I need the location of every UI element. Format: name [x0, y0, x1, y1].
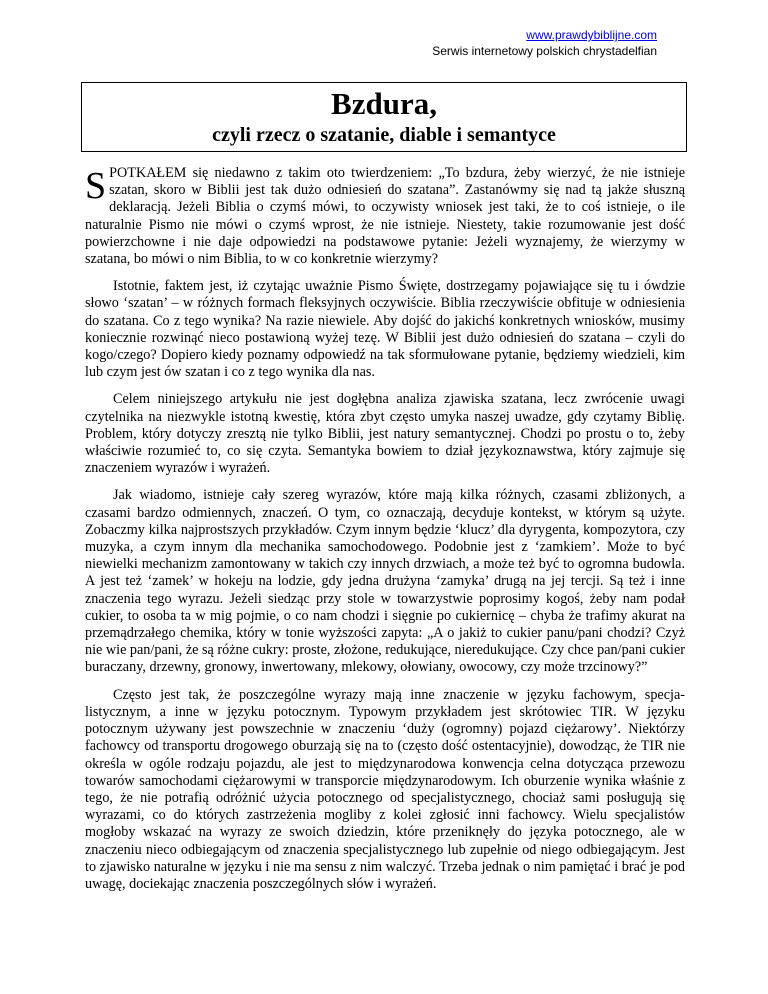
paragraph-3: Celem niniejszego artykułu nie jest dogłębna analiza zjawiska szatana, lecz zwrócenie uwagi czytelnika na niezwykle istotną kwestię, która zbyt często umyka naszej uwadze, gdy czytamy Biblię. Problem, który dotyczy zresztą nie tylko Biblii, jest natury semantycznej. Chodzi po prostu o to, żeby właściwie rozumieć to, co się czyta. Semantyka bowiem to dział językoznawstwa, który zajmuje się znaczeniem wyrazów i wyrażeń.	[85, 391, 685, 477]
site-tagline: Serwis internetowy polskich chrystadelfian	[432, 44, 657, 58]
paragraph-1	[85, 165, 685, 268]
article-subtitle: czyli rzecz o szatanie, diable i semantyce	[212, 124, 556, 146]
article-title: Bzdura,	[331, 86, 437, 121]
page-header	[432, 27, 657, 59]
paragraph-5: Często jest tak, że poszczególne wyrazy mają inne znaczenie w języku fachowym, specjalistycznym, a inne w języku potocznym. Typowym przykładem jest skrótowiec TIR. W języku potocznym używany jest powszechnie w znaczeniu ‘duży (ogromny) pojazd ciężarowy’. Niektórzy fachowcy od transportu drogowego oburzają się na to (często dość ostentacyjnie), dowodząc, że TIR nie określa w ogóle rodzaju pojazdu, ale jest to międzynarodowa konwencja celna dotycząca przewozu towarów samochodami ciężarowymi w transporcie międzynarodowym. Ich oburzenie wynika właśnie z tego, że nie potrafią odróżnić użycia potocznego od specjalistycznego, chociaż sami posługują się wyrazami, co do których zastrzeżenia mogliby z kolei zgłosić inni fachowcy. Wielu specjalistów mogłoby wskazać na wyrazy ze swoich dziedzin, które przeniknęły do języka potocznego, ale w znaczeniu nieco odbiegającym od znaczenia specjalistycznego lub zupełnie od niego odbiegającym. Jest to zjawisko naturalne w języku i nie ma sensu z nim walczyć. Trzeba jednak o nim pamiętać i brać je pod uwagę, dociekając znaczenia poszczególnych słów i wyrażeń.	[85, 686, 685, 892]
article-body	[85, 165, 685, 903]
paragraph-1-text: POTKAŁEM się niedawno z takim oto twierdzeniem: „To bzdura, żeby wierzyć, że nie istnieje szatan, skoro w Biblii jest tak dużo odniesień do szatana”. Zastanówmy się nad tą jakże słuszną deklaracją. Jeżeli Biblia o czymś mówi, to oczywisty wniosek jest taki, że to coś istnieje, o ile naturalnie Pismo nie mówi o czymś wprost, że nie istnieje. Niestety, takie rozumowanie jest dość powierzchowne i nie daje odpowiedzi na podstawowe pytanie: Jeżeli wyznajemy, że wierzymy w szatana, bo mówi o nim Biblia, to w co konkretnie wierzymy?	[85, 165, 685, 268]
paragraph-2: Istotnie, faktem jest, iż czytając uważnie Pismo Święte, dostrzegamy pojawiające się tu i ówdzie słowo ‘szatan’ – w różnych formach fleksyjnych oczywiście. Biblia rzeczywiście obfituje w odniesienia do szatana. Co z tego wynika? Na razie niewiele. Aby dojść do jakichś konkretnych wniosków, musimy koniecznie rozwinąć nieco postawioną wyżej tezę. W Biblii jest dużo odniesień do szatana – czyli do kogo/czego? Dopiero kiedy poznamy odpowiedź na tak sformułowane pytanie, będziemy wiedzieli, kim lub czym jest ów szatan i co z tego wynika dla nas.	[85, 278, 685, 381]
drop-cap: S	[85, 165, 107, 207]
website-link[interactable]: www.prawdybiblijne.com	[526, 28, 657, 42]
title-box	[81, 82, 687, 152]
paragraph-4: Jak wiadomo, istnieje cały szereg wyrazów, które mają kilka różnych, czasami zbliżonych, a czasami bardzo odmiennych, znaczeń. O tym, co oznaczają, decyduje kontekst, w którym są użyte. Zobaczmy kilka najprostszych przykładów. Czym innym będzie ‘klucz’ dla dyrygenta, kompozytora, czy muzyka, a czym innym dla mechanika samochodowego. Podobnie jest z ‘zamkiem’. Może to być niewielki mechanizm zamontowany w takich czy innych drzwiach, a może też być to ogromna budowla. A jest też ‘zamek’ w hokeju na lodzie, gdy jedna drużyna ‘zamyka’ drugą na jej tercji. Są też i inne znaczenia tego wyrazu. Jeżeli siedząc przy stole w towarzystwie poprosimy kogoś, żeby nam podał cukier, to osoba ta w mig pojmie, o co nam chodzi i sięgnie po cukiernicę – chyba że trafimy akurat na przemądrzałego chemika, który w tonie wyższości zapyta: „A o jakiż to cukier panu/pani chodzi? Czyż nie wie pan/pani, że są różne cukry: proste, złożone, redukujące, nieredukujące. Czy chce pan/pani cukier buraczany, drzewny, gronowy, inwertowany, mlekowy, ołowiany, owocowy, czy może trzcinowy?”	[85, 487, 685, 676]
